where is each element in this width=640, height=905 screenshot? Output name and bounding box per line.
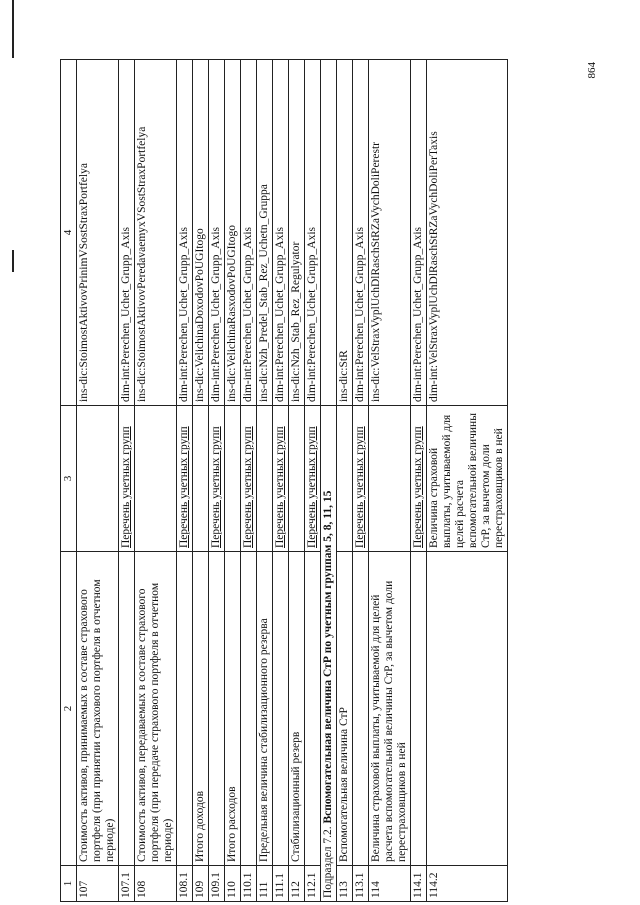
row-dimension: Величина страховой выплаты, учитываемой для целей расчета вспомогательной величины СтР, за вычетом доли перестраховщиков в ней bbox=[427, 406, 508, 552]
table-row bbox=[241, 60, 257, 902]
subsection-row bbox=[321, 60, 337, 902]
row-number: 109.1 bbox=[209, 866, 225, 902]
document-sheet bbox=[60, 60, 636, 902]
header-row bbox=[61, 60, 77, 902]
row-code: dim-int:Perechen_Uchet_Grupp_Axis bbox=[119, 60, 135, 406]
row-code: dim-int:Perechen_Uchet_Grupp_Axis bbox=[305, 60, 321, 406]
row-code: dim-int:Perechen_Uchet_Grupp_Axis bbox=[353, 60, 369, 406]
row-name bbox=[353, 552, 369, 866]
table-row bbox=[337, 60, 353, 902]
row-code: ins-dic:VelichinaRasxodovPoUGItogo bbox=[225, 60, 241, 406]
scan-mark-top bbox=[12, 0, 14, 58]
table-row bbox=[427, 60, 508, 902]
row-name: Стоимость активов, передаваемых в составе страхового портфеля (при передаче страхового портфеля в отчетном периоде) bbox=[135, 552, 177, 866]
row-dimension bbox=[77, 406, 119, 552]
row-name bbox=[305, 552, 321, 866]
table-row bbox=[257, 60, 273, 902]
table-row bbox=[77, 60, 119, 902]
row-name: Величина страховой выплаты, учитываемой для целей расчета вспомогательной величины СтР, за вычетом доли перестраховщиков в ней bbox=[369, 552, 411, 866]
row-name bbox=[177, 552, 193, 866]
row-dimension bbox=[337, 406, 353, 552]
row-number: 107.1 bbox=[119, 866, 135, 902]
row-name bbox=[209, 552, 225, 866]
row-number: 112.1 bbox=[305, 866, 321, 902]
row-name bbox=[427, 552, 508, 866]
scan-mark-mid bbox=[12, 250, 14, 272]
header-col-2: 2 bbox=[61, 552, 77, 866]
row-number: 108.1 bbox=[177, 866, 193, 902]
row-dimension bbox=[225, 406, 241, 552]
row-number: 112 bbox=[289, 866, 305, 902]
row-code: dim-int:Perechen_Uchet_Grupp_Axis bbox=[177, 60, 193, 406]
row-dimension: Перечень учетных групп bbox=[177, 406, 193, 552]
row-number: 109 bbox=[193, 866, 209, 902]
row-dimension bbox=[257, 406, 273, 552]
row-code: ins-dic:StR bbox=[337, 60, 353, 406]
row-number: 111.1 bbox=[273, 866, 289, 902]
row-dimension: Перечень учетных групп bbox=[353, 406, 369, 552]
row-code: ins-dic:StoimostAktivovPeredavaemyxVSostStraxPortfelya bbox=[135, 60, 177, 406]
row-code: ins-dic:VelichinaDoxodovPoUGItogo bbox=[193, 60, 209, 406]
subsection-empty bbox=[321, 60, 337, 406]
row-number: 114.2 bbox=[427, 866, 508, 902]
row-code: dim-int:Perechen_Uchet_Grupp_Axis bbox=[209, 60, 225, 406]
row-code: dim-int:Perechen_Uchet_Grupp_Axis bbox=[411, 60, 427, 406]
table-row bbox=[177, 60, 193, 902]
table-row bbox=[225, 60, 241, 902]
table-row bbox=[305, 60, 321, 902]
row-dimension: Перечень учетных групп bbox=[273, 406, 289, 552]
row-code: ins-dic:VelStraxVyplUchDlRaschStRZaVychDoliPerestr bbox=[369, 60, 411, 406]
row-name: Итого доходов bbox=[193, 552, 209, 866]
row-number: 113.1 bbox=[353, 866, 369, 902]
header-col-1: 1 bbox=[61, 866, 77, 902]
row-number: 114.1 bbox=[411, 866, 427, 902]
row-code: dim-int:VelStraxVyplUchDlRaschStRZaVychDoliPerTaxis bbox=[427, 60, 508, 406]
table-row bbox=[135, 60, 177, 902]
subsection-prefix: Подраздел 7.2. bbox=[322, 823, 334, 898]
row-dimension: Перечень учетных групп bbox=[305, 406, 321, 552]
table-row bbox=[289, 60, 305, 902]
subsection-title bbox=[321, 406, 337, 902]
table-row bbox=[411, 60, 427, 902]
table-row bbox=[209, 60, 225, 902]
row-name bbox=[273, 552, 289, 866]
table-body bbox=[77, 60, 508, 902]
row-dimension bbox=[135, 406, 177, 552]
row-name bbox=[119, 552, 135, 866]
row-code: dim-int:Perechen_Uchet_Grupp_Axis bbox=[241, 60, 257, 406]
table-row bbox=[353, 60, 369, 902]
row-dimension bbox=[289, 406, 305, 552]
row-number: 110 bbox=[225, 866, 241, 902]
row-code: ins-dic:StoimostAktivovPrinimVSostStraxPortfelya bbox=[77, 60, 119, 406]
page-number: 864 bbox=[586, 62, 598, 79]
row-number: 107 bbox=[77, 866, 119, 902]
row-code: ins-dic:Nzh_Predel_Stab_Rez_Uchetn_Gruppa bbox=[257, 60, 273, 406]
row-number: 108 bbox=[135, 866, 177, 902]
row-name bbox=[241, 552, 257, 866]
row-name: Вспомогательная величина СтР bbox=[337, 552, 353, 866]
row-dimension: Перечень учетных групп bbox=[411, 406, 427, 552]
row-name bbox=[411, 552, 427, 866]
row-code: dim-int:Perechen_Uchet_Grupp_Axis bbox=[273, 60, 289, 406]
row-name: Предельная величина стабилизационного резерва bbox=[257, 552, 273, 866]
row-number: 111 bbox=[257, 866, 273, 902]
row-dimension: Перечень учетных групп bbox=[209, 406, 225, 552]
row-name: Стоимость активов, принимаемых в составе страхового портфеля (при принятии страхового портфеля в отчетном периоде) bbox=[77, 552, 119, 866]
subsection-heading: Вспомогательная величина СтР по учетным группам 5, 8, 11, 15 bbox=[322, 490, 334, 824]
row-number: 110.1 bbox=[241, 866, 257, 902]
header-col-3: 3 bbox=[61, 406, 77, 552]
row-number: 113 bbox=[337, 866, 353, 902]
table-row bbox=[193, 60, 209, 902]
table-row bbox=[273, 60, 289, 902]
row-dimension bbox=[193, 406, 209, 552]
row-dimension bbox=[369, 406, 411, 552]
row-dimension: Перечень учетных групп bbox=[119, 406, 135, 552]
row-dimension: Перечень учетных групп bbox=[241, 406, 257, 552]
data-table bbox=[60, 59, 508, 902]
table-row bbox=[369, 60, 411, 902]
header-col-4: 4 bbox=[61, 60, 77, 406]
row-name: Итого расходов bbox=[225, 552, 241, 866]
row-name: Стабилизационный резерв bbox=[289, 552, 305, 866]
row-code: ins-dic:Nzh_Stab_Rez_Regulyator bbox=[289, 60, 305, 406]
table-row bbox=[119, 60, 135, 902]
row-number: 114 bbox=[369, 866, 411, 902]
